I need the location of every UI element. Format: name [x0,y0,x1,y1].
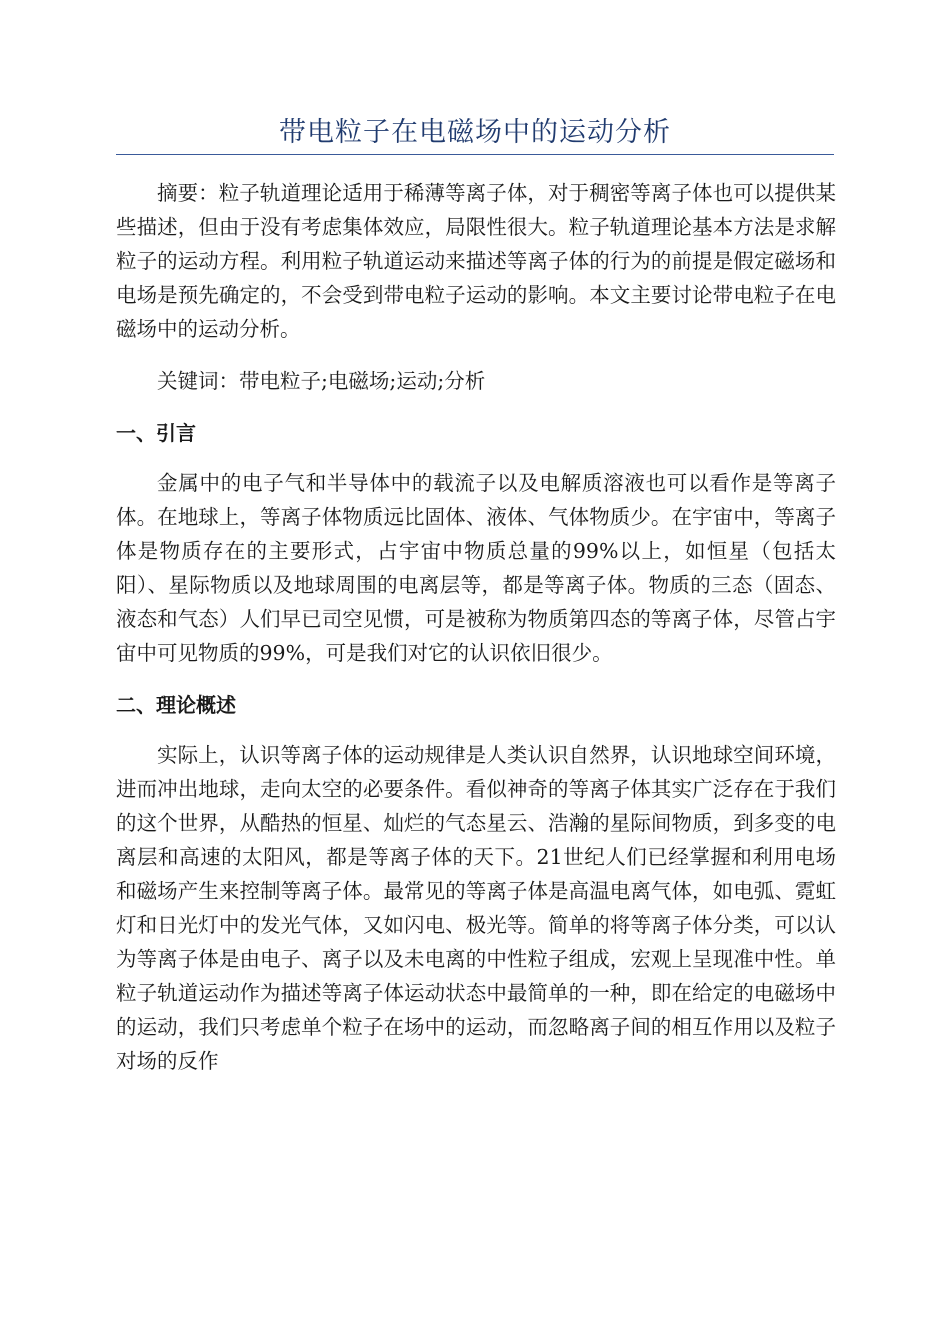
keywords-line: 关键词：带电粒子;电磁场;运动;分析 [157,369,486,393]
title-underline [116,154,834,155]
document-body [116,176,836,1078]
introduction-paragraph: 金属中的电子气和半导体中的载流子以及电解质溶液也可以看作是等离子体。在地球上，等离子体物质远比固体、液体、气体物质少。在宇宙中，等离子体是物质存在的主要形式，占宇宙中物质总量的99%以上，如恒星（包括太阳）、星际物质以及地球周围的电离层等，都是等离子体。物质的三态（固态、液态和气态）人们早已司空见惯，可是被称为物质第四态的等离子体，尽管占宇宙中可见物质的99%，可是我们对它的认识依旧很少。 [116,471,836,665]
abstract-paragraph: 摘要：粒子轨道理论适用于稀薄等离子体，对于稠密等离子体也可以提供某些描述，但由于没有考虑集体效应，局限性很大。粒子轨道理论基本方法是求解粒子的运动方程。利用粒子轨道运动来描述等离子体的行为的前提是假定磁场和电场是预先确定的，不会受到带电粒子运动的影响。本文主要讨论带电粒子在电磁场中的运动分析。 [116,181,836,341]
theory-overview-paragraph: 实际上，认识等离子体的运动规律是人类认识自然界，认识地球空间环境，进而冲出地球，走向太空的必要条件。看似神奇的等离子体其实广泛存在于我们的这个世界，从酷热的恒星、灿烂的气态星云、浩瀚的星际间物质，到多变的电离层和高速的太阳风，都是等离子体的天下。21世纪人们已经掌握和利用电场和磁场产生来控制等离子体。最常见的等离子体是高温电离气体，如电弧、霓虹灯和日光灯中的发光气体，又如闪电、极光等。简单的将等离子体分类，可以认为等离子体是由电子、离子以及未电离的中性粒子组成，宏观上呈现准中性。单粒子轨道运动作为描述等离子体运动状态中最简单的一种，即在给定的电磁场中的运动，我们只考虑单个粒子在场中的运动，而忽略离子间的相互作用以及粒子对场的反作 [116,743,836,1073]
section-heading-introduction: 一、引言 [116,421,196,445]
section-heading-theory-overview: 二、理论概述 [116,693,236,717]
document-title: 带电粒子在电磁场中的运动分析 [279,117,671,148]
title-block [116,114,834,155]
